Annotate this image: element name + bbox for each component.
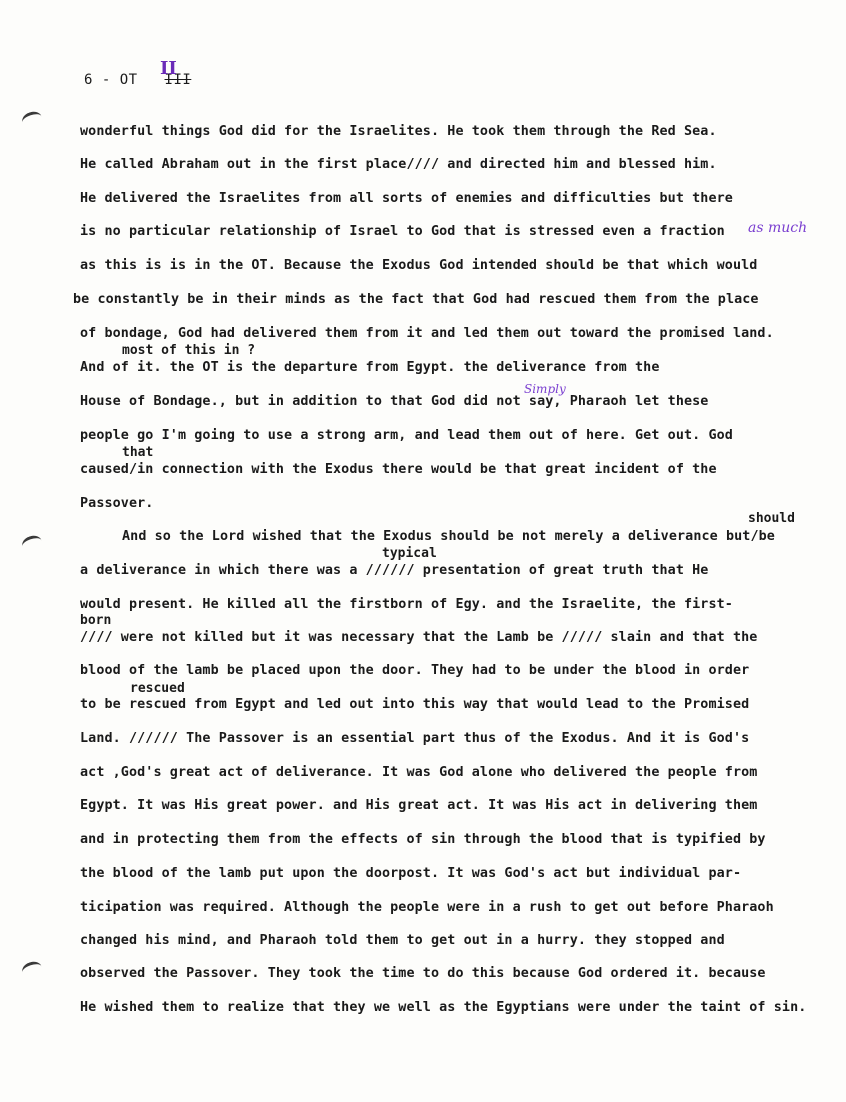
text-line: Land. ////// The Passover is an essential part thus of the Exodus. And it is God's — [80, 731, 750, 746]
text-line: would present. He killed all the firstborn of Egy. and the Israelite, the first- — [80, 597, 733, 612]
text-line: Passover. — [80, 496, 154, 511]
text-line: He wished them to realize that they we well as the Egyptians were under the taint of sin. — [80, 1000, 807, 1015]
interlinear-insert: should — [748, 511, 795, 526]
text-line: of bondage, God had delivered them from it and led them out toward the promised land. — [80, 326, 774, 341]
text-line: to be rescued from Egypt and led out into this way that would lead to the Promised — [80, 697, 750, 712]
text-line: He called Abraham out in the first place//// and directed him and blessed him. — [80, 157, 717, 172]
text-line: people go I'm going to use a strong arm, and lead them out of here. Get out. God — [80, 428, 733, 443]
punch-hole-mark — [20, 533, 44, 553]
text-line: is no particular relationship of Israel to God that is stressed even a fraction — [80, 224, 725, 239]
text-line: Egypt. It was His great power. and His great act. It was His act in delivering them — [80, 798, 758, 813]
text-line: as this is is in the OT. Because the Exodus God intended should be that which would — [80, 258, 758, 273]
handwritten-annotation: as much — [748, 220, 808, 236]
handwritten-annotation: Simply — [524, 382, 566, 396]
interlinear-insert: that — [122, 445, 154, 460]
text-line: And of it. the OT is the departure from Egypt. the deliverance from the — [80, 360, 660, 375]
text-line: House of Bondage., but in addition to that God did not say, Pharaoh let these — [80, 394, 709, 409]
text-line: observed the Passover. They took the time to do this because God ordered it. because — [80, 966, 766, 981]
text-line: wonderful things God did for the Israelites. He took them through the Red Sea. — [80, 124, 717, 139]
struck-numeral: III — [164, 72, 192, 88]
punch-hole-mark — [20, 109, 44, 129]
text-line: He delivered the Israelites from all sorts of enemies and difficulties but there — [80, 191, 733, 206]
text-line: //// were not killed but it was necessary that the Lamb be ///// slain and that the — [80, 630, 758, 645]
text-line: the blood of the lamb put upon the doorpost. It was God's act but individual par- — [80, 866, 742, 881]
text-line: a deliverance in which there was a ////// presentation of great truth that He — [80, 563, 709, 578]
text-line: changed his mind, and Pharaoh told them to get out in a hurry. they stopped and — [80, 933, 725, 948]
text-line: and in protecting them from the effects of sin through the blood that is typified by — [80, 832, 766, 847]
text-line: blood of the lamb be placed upon the door. They had to be under the blood in order — [80, 663, 750, 678]
text-line: act ,God's great act of deliverance. It was God alone who delivered the people from — [80, 765, 758, 780]
text-line: be constantly be in their minds as the fact that God had rescued them from the place — [73, 292, 759, 307]
interlinear-insert: rescued — [130, 681, 185, 696]
text-line: And so the Lord wished that the Exodus should be not merely a deliverance but/be — [122, 529, 775, 544]
interlinear-insert: most of this in ? — [122, 343, 256, 358]
interlinear-insert: typical — [382, 546, 437, 561]
handwritten-numeral: II — [160, 58, 177, 79]
punch-hole-mark — [20, 959, 44, 979]
text-line: caused/in connection with the Exodus there would be that great incident of the — [80, 462, 717, 477]
page-label: 6 - OT — [84, 72, 138, 88]
text-line: ticipation was required. Although the people were in a rush to get out before Pharaoh — [80, 900, 774, 915]
interlinear-insert: born — [80, 613, 112, 628]
